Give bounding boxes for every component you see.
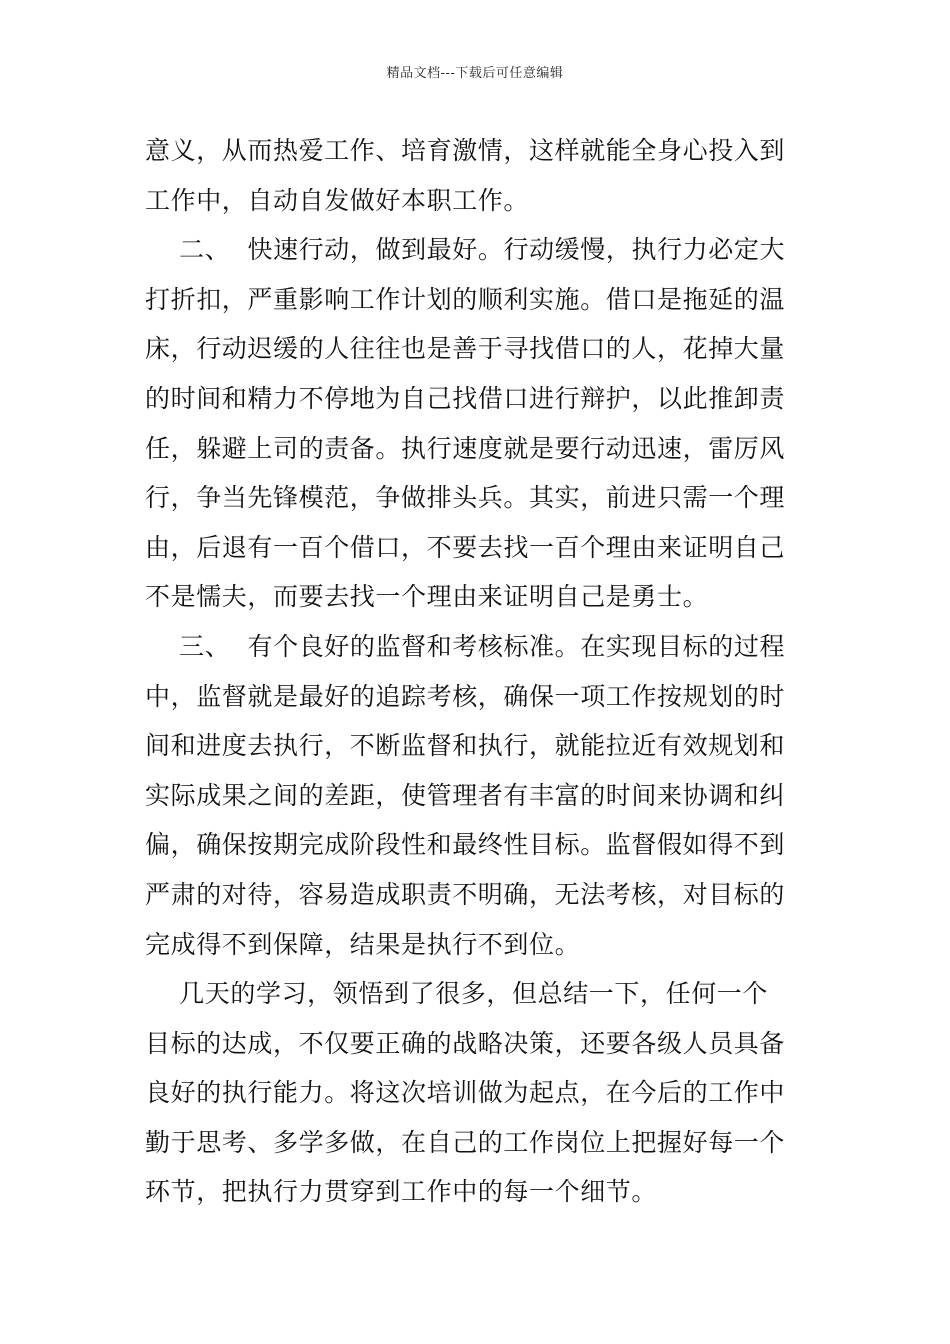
text-line: 床，行动迟缓的人往往也是善于寻找借口的人，花掉大量 bbox=[145, 334, 786, 364]
page-header: 精品文档---下载后可任意编辑 bbox=[386, 66, 564, 81]
text-line: 的时间和精力不停地为自己找借口进行辩护，以此推卸责 bbox=[145, 383, 786, 413]
text-line: 目标的达成，不仅要正确的战略决策，还要各级人员具备 bbox=[145, 1028, 786, 1058]
text-line: 工作中，自动自发做好本职工作。 bbox=[145, 185, 530, 215]
text-line: 环节，把执行力贯穿到工作中的每一个细节。 bbox=[145, 1177, 658, 1207]
text-line: 勤于思考、多学多做，在自己的工作岗位上把握好每一个 bbox=[145, 1127, 786, 1157]
text-line: 二、 快速行动，做到最好。行动缓慢，执行力必定大 bbox=[145, 235, 786, 265]
text-line: 完成得不到保障，结果是执行不到位。 bbox=[145, 929, 581, 959]
text-line: 几天的学习，领悟到了很多，但总结一下，任何一个 bbox=[145, 979, 768, 1009]
text-line: 行，争当先锋模范，争做排头兵。其实，前进只需一个理 bbox=[145, 483, 786, 513]
text-line: 严肃的对待，容易造成职责不明确，无法考核，对目标的 bbox=[145, 879, 786, 909]
document-body bbox=[145, 126, 809, 1217]
text-line: 中，监督就是最好的追踪考核，确保一项工作按规划的时 bbox=[145, 681, 786, 711]
text-line: 良好的执行能力。将这次培训做为起点，在今后的工作中 bbox=[145, 1078, 786, 1108]
text-line: 意义，从而热爱工作、培育激情，这样就能全身心投入到 bbox=[145, 136, 786, 165]
text-line: 不是懦夫，而要去找一个理由来证明自己是勇士。 bbox=[145, 582, 709, 612]
text-line: 实际成果之间的差距，使管理者有丰富的时间来协调和纠 bbox=[145, 780, 786, 810]
text-line: 打折扣，严重影响工作计划的顺利实施。借口是拖延的温 bbox=[145, 284, 786, 314]
text-line: 由，后退有一百个借口，不要去找一百个理由来证明自己 bbox=[145, 532, 786, 562]
text-line: 三、 有个良好的监督和考核标准。在实现目标的过程 bbox=[145, 631, 786, 661]
text-line: 偏，确保按期完成阶段性和最终性目标。监督假如得不到 bbox=[145, 830, 786, 860]
text-line: 任，躲避上司的责备。执行速度就是要行动迅速，雷厉风 bbox=[145, 433, 786, 463]
text-line: 间和进度去执行，不断监督和执行，就能拉近有效规划和 bbox=[145, 731, 786, 761]
